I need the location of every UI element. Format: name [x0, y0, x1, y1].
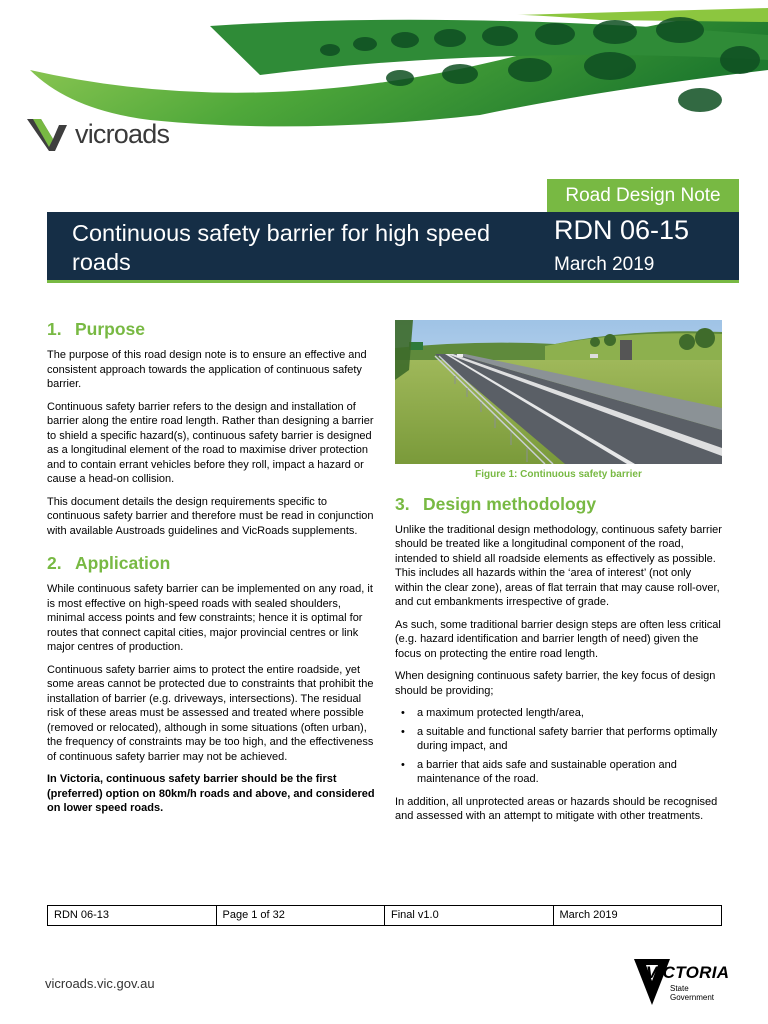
vicroads-chevron-icon: [27, 115, 73, 153]
document-code: RDN 06-15: [554, 215, 690, 245]
section-title: Purpose: [75, 319, 146, 339]
logo-text: vicroads: [75, 119, 170, 149]
paragraph: Unlike the traditional design methodology, continuous safety barrier should be treated like a longitudinal component of the road, intended to shield all roadside elements as effectively as possible. This includes all hazards within the ‘area of interest’ (not only within the clear zone), areas of flat terrain that may cause roll-over, and cut embankments irrespective of grade.: [395, 523, 722, 608]
state-government-text: [670, 984, 714, 1002]
right-column: [395, 320, 722, 832]
section-title: Application: [75, 553, 171, 573]
bold-note: In Victoria, continuous safety barrier should be the first (preferred) option on 80km/h roads and above, and considered on lower speed roads.: [47, 773, 375, 814]
vicroads-logo: [27, 115, 207, 155]
paragraph: Continuous safety barrier refers to the design and installation of barrier along the entire road length. Rather than designing a barrier to shield a specific hazard(s), continuous safety barrier is designed as a longitudinal element of the road to maximise driver protection and to contain errant vehicles before they roll, impact a hazard or cause a head-on collision.: [47, 400, 374, 485]
government-text: Government: [670, 993, 715, 1002]
document-type-tag: Road Design Note: [547, 179, 739, 212]
victoria-wordmark: VICTORIA: [646, 963, 730, 982]
figure-caption: Figure 1: Continuous safety barrier: [475, 469, 642, 480]
paragraph: As such, some traditional barrier design steps are often less critical (e.g. hazard identification and barrier length of need) given the focus on protecting the entire road length.: [395, 618, 721, 660]
paragraph: In addition, all unprotected areas or hazards should be recognised and assessed with an attempt to mitigate with other treatments.: [395, 795, 718, 822]
focus-list: [395, 706, 722, 787]
figure-photo: [395, 320, 722, 464]
section-number: 1.: [47, 319, 62, 339]
section-heading-methodology: [395, 493, 722, 515]
footer-cell-doc-code: RDN 06-13: [48, 906, 217, 925]
footer-url[interactable]: vicroads.vic.gov.au: [45, 976, 155, 991]
section-title: Design methodology: [423, 493, 597, 514]
victoria-government-logo: [632, 955, 728, 1007]
section-heading-application: [47, 552, 377, 574]
paragraph: When designing continuous safety barrier, the key focus of design should be providing;: [395, 670, 716, 697]
list-item: • a maximum protected length/area,: [395, 706, 722, 721]
footer-cell-date: March 2019: [559, 909, 618, 921]
left-column: [47, 318, 377, 824]
paragraph: While continuous safety barrier can be implemented on any road, it is most effective on high-speed roads with sealed shoulders, minimal access points and few constraints; hence it is optimal for routes that connect capital cities, major provincial centres or link major centres of production.: [47, 583, 373, 653]
list-item: • a barrier that aids safe and sustainable operation and maintenance of the road.: [395, 758, 722, 787]
paragraph: This document details the design requirements specific to continuous safety barrier and therefore must be read in conjunction with available Austroads guidelines and VicRoads supplements.: [47, 495, 374, 537]
footer-cell-page: Page 1 of 32: [217, 906, 386, 925]
section-heading-purpose: [47, 318, 377, 340]
paragraph: Continuous safety barrier aims to protect the entire roadside, yet some areas cannot be protected due to constraints that prohibit the installation of barrier (e.g. driveways, intersections). The residual risk of these areas must be assessed and treated where possible (removed or relocated), although in some situations (often urban), the frequency of constraints may be too high, and the effectiveness of continuous safety barrier may not be achieved.: [47, 663, 374, 763]
document-title: Continuous safety barrier for high speed roads: [72, 220, 491, 275]
paragraph: The purpose of this road design note is to ensure an effective and consistent approach towards the application of continuous safety barrier.: [47, 349, 367, 390]
document-date: March 2019: [554, 254, 655, 275]
section-number: 3.: [395, 493, 410, 514]
title-bar: [47, 212, 739, 283]
list-item: • a suitable and functional safety barrier that performs optimally during impact, and: [395, 725, 722, 754]
footer-info-table: [47, 905, 722, 926]
section-number: 2.: [47, 553, 62, 573]
footer-cell-version: Final v1.0: [385, 906, 554, 925]
state-text: State: [670, 984, 689, 993]
